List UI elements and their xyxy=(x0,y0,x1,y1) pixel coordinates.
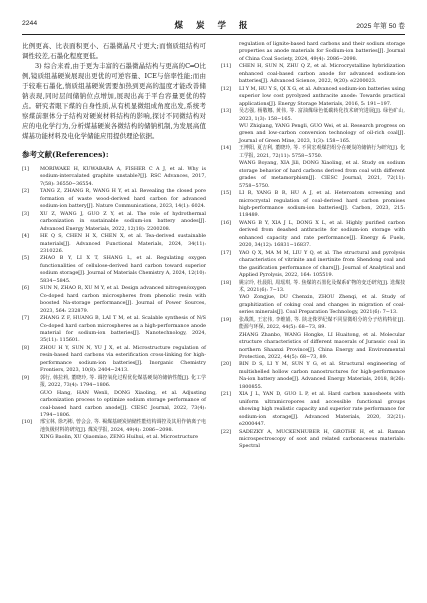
reference-text: BIN D S, LI Y M, SUN Y G, et al. Structural engineering of multishelled hollow carbon nanostructures for high-performance Na-ion battery anode[J]. Advanced Energy Materials, 2018, 8(26): 1800855. xyxy=(239,361,405,390)
reference-text: CHEN H, SUN N, ZHU Q Z, et al. Microcrystalline hybridization enhanced coal-based carbon anode for advanced sodium-ion batteries[J]. Advanced Science, 2022, 9(20): e2200023. xyxy=(239,63,405,85)
reference-entry xyxy=(221,160,405,190)
reference-text: XU Z, WANG J, GUO Z Y, et al. The role of hydrothermal carbonization in sustainable sodium-ion battery anodes[J]. Advanced Energy Materials, 2022, 12(18): 2200208. xyxy=(40,210,206,232)
body-paragraph: 比例更高、比表面积更小、石墨微晶尺寸更大;而惰质组结构可调性较差,石墨化程度更低。 xyxy=(22,42,206,60)
reference-entry xyxy=(22,211,206,233)
reference-entry xyxy=(221,429,405,451)
reference-entry xyxy=(221,190,405,220)
reference-number: [14] xyxy=(221,145,232,152)
reference-number: [9] xyxy=(22,374,29,381)
reference-number: [21] xyxy=(221,391,232,398)
reference-entry xyxy=(22,255,206,285)
reference-number: [8] xyxy=(22,344,29,351)
reference-entry xyxy=(22,345,206,375)
reference-text: ZHOU H Y, SUN N, YU J X, et al. Microstructure regulation of resin-based hard carbons via esterification cross-linking for high-performance sodium-ion batteries[J]. Inorganic Chemistry Frontiers, 2023, 10(8): 2404−2413. xyxy=(40,344,206,374)
reference-entry xyxy=(22,419,206,434)
reference-text: WANG Boyang, XIA Jili, DONG Xiaoling, et al. Study on sodium storage behavior of hard carbons derived from coal with different grades of metamorphism[J]. CIESC Journal, 2021, 72(11): 5758−5750. xyxy=(239,160,405,189)
reference-text: regulation of lignite-based hard carbons and their sodium storage properties as anode materials for Sodium-ion batteries[J]. Journal of China Coal Society, 2024, 49(4): 2086−2098. xyxy=(239,41,405,62)
reference-text: GUO Hang, HAN Wenli, DONG Xiaoling, et al. Adjusting carbonization process to optimize sodium storage performance of coal-based hard carbon anode[J]. CIESC Journal, 2022, 73(4): 1794−1806. xyxy=(40,389,206,418)
reference-text: YAO Zongjue, DU Chenxin, ZHOU Zhenqi, et al. Study of graphitization of coking coal and changes in migration of coal-series minerals[J]. Coal Preparation Technology, 2021(6): 7−13. xyxy=(239,294,405,316)
issue-info: 2025 年第 50 卷 xyxy=(356,23,405,30)
body-paragraph: 3) 综合来看,由于更为丰富的石墨微晶结构与更高的C═O比例,镜质组基硬炭展现出更优的可逆容量、ICE与倍率性能;而由于较难石墨化,惰质组基硬炭需要加热到更高的温度才能改善储钠表现,同时层间储钠位点增加,展现出高于平台容量更优的特点。研究者眼下煤的自身性质,从有机显微组成角度出发,系统考察煤前驱体分子结构对硬炭材料结构的影响,探讨不同微结构对应的电化学行为,分析煤基硬炭各微结构的储钠机制,为发展高值煤基功能材料及电化学储能应用提供理论依据。 xyxy=(22,62,206,140)
reference-entry xyxy=(22,375,206,390)
reference-entry xyxy=(22,233,206,255)
reference-entry xyxy=(221,145,405,160)
reference-entry xyxy=(221,63,405,85)
reference-text: 郭行, 韩拉莉, 董晓玲, 等. 调控氧化过程优化煤基硬炭的储钠性能[J]. 化工学报, 2022, 73(4): 1794−1806. xyxy=(40,374,206,389)
reference-number: [17] xyxy=(221,249,232,256)
reference-entry xyxy=(221,86,405,108)
reference-number: [3] xyxy=(22,210,29,217)
reference-text: ZHAO B Y, LI X T, SHANG L, et al. Regulating oxygen functionalities of cellulose-derived hard carbon toward superior sodium storage[J]. Journal of Materials Chemistry A, 2024, 12(10): 5834−5845. xyxy=(40,255,206,284)
reference-number: [6] xyxy=(22,285,29,292)
reference-text: 张战凯, 王宏伟, 李维娟, 等. 陕北侏罗纪煤不同显微组分的分子结构特征[J]. 能源与环保, 2022, 44(5): 68−73, 89. xyxy=(239,316,405,331)
reference-text: WANG B Y, XIA J L, DONG X L, et al. Highly purified carbon derived from deashed anthracite for sodium-ion storage with enhanced capacity and rate performance[J]. Energy & Fuels, 2020, 34(12): 16831−16837. xyxy=(239,219,405,249)
reference-entry xyxy=(221,361,405,391)
reference-text: XING Baolin, XU Qiaomiao, ZENG Huihui, et al. Microstructure xyxy=(40,434,199,441)
reference-list-right xyxy=(221,41,405,451)
reference-text: HE Q S, CHEN H X, CHEN X, et al. Tea-derived sustainable materials[J]. Advanced Functional Materials, 2024, 34(11): 2310226. xyxy=(40,233,206,254)
reference-number: [18] xyxy=(221,279,232,286)
reference-entry xyxy=(22,434,206,441)
right-column xyxy=(221,41,405,451)
reference-text: 吴志强, 杨敬娜, 黄伟, 等. 富油煤绿色低碳转化技术研究进展[J]. 绿色矿山, 2023, 1(3): 158−165. xyxy=(239,108,405,122)
reference-text: ZHANG Zhanbo, WANG Hongke, LI Huaitong, et al. Molecular structure characteristics of different macerals of Jurassic coal in northern Shaanxi Province[J]. China Energy and Environmental Protection, 2022, 44(5): 68−73, 89. xyxy=(239,331,405,361)
reference-text: XIA J L, YAN D, GUO L P, et al. Hard carbon nanosheets with uniform ultramicropores and accessible functional groups showing high realistic capacity and superior rate performance for sodium-ion storage[J]. Advanced Materials, 2020, 32(21): e2000447. xyxy=(239,391,405,428)
reference-entry xyxy=(22,315,206,345)
reference-entry xyxy=(221,41,405,63)
reference-entry xyxy=(221,317,405,332)
reference-text: LI Y M, HU Y S, QI X G, et al. Advanced sodium-ion batteries using superior low cost pyrolyzed anthracite anode: Towards practical applications[J]. Energy Storage Materials, 2016, 5: 191−197. xyxy=(239,85,405,107)
reference-text: YAO Q X, MA M M, LIU Y Q, et al. The structural and pyrolysis characteristics of vitrinite and inertinite from Shendong coal and the gasification performance of chars[J]. Journal of Analytical and Applied Pyrolysis, 2022, 164: 105519. xyxy=(239,249,405,279)
reference-text: 王博阳, 夏吉利, 董晓玲, 等. 不同宏观煤岩组分在硬炭的储钠行为研究[J]. 化工学报, 2021, 72(11): 5758−5750. xyxy=(239,145,405,159)
reference-entry xyxy=(22,390,206,420)
reference-list-left xyxy=(22,166,206,442)
reference-entry xyxy=(221,250,405,280)
reference-text: TANG Z, ZHANG R, WANG H Y, et al. Revealing the closed pore formation of waste wood-derived hard carbon for advanced sodium-ion battery[J]. Nature Communications, 2023, 14(1): 6024. xyxy=(40,188,206,210)
reference-entry xyxy=(221,123,405,145)
reference-entry xyxy=(221,108,405,123)
reference-text: 姚宗玲, 杜晨阳, 周瑶琪, 等. 焦煤的石墨化及煤系矿物的变迁研究[J]. 选煤技术, 2021(6): 7−13. xyxy=(239,279,405,293)
reference-number: [19] xyxy=(221,316,232,323)
header-rule xyxy=(22,34,405,35)
reference-entry xyxy=(221,294,405,316)
reference-entry xyxy=(22,188,206,210)
reference-text: LI R, YANG B R, HU A J, et al. Heteroatom screening and microcrystal regulation of coal-derived hard carbon promises high-performance sodium-ion batteries[J]. Carbon, 2023, 215: 118489. xyxy=(239,190,405,219)
reference-number: [2] xyxy=(22,188,29,195)
reference-text: SADEZKY A, MUCKENHUBER H, GROTHE H, et al. Raman microspectroscopy of soot and related carbonaceous materials: Spectral xyxy=(239,428,405,450)
reference-entry xyxy=(221,332,405,362)
reference-number: [1] xyxy=(22,166,29,172)
body-text xyxy=(22,41,206,141)
reference-number: [16] xyxy=(221,219,232,226)
page-number: 2244 xyxy=(22,20,38,27)
reference-entry xyxy=(22,285,206,315)
reference-number: [7] xyxy=(22,315,29,322)
reference-number: [5] xyxy=(22,255,29,262)
reference-number: [20] xyxy=(221,361,232,368)
reference-text: SUN N, ZHAO R, XU M Y, et al. Design advanced nitrogen/oxygen Co-doped hard carbon microspheres from phenolic resin with boosted Na-storage performance[J]. Journal of Power Sources, 2023, 564: 232879. xyxy=(40,285,206,314)
reference-text: ZHANG Z F, HUANG B, LAI T M, et al. Scalable synthesis of N/S Co-doped hard carbon microspheres as a high-performance anode material for sodium-ion batteries[J]. Nanotechnology, 2024, 35(11): 115601. xyxy=(40,315,206,344)
reference-number: [13] xyxy=(221,108,232,115)
reference-text: MORIWAKE H, KUWABARA A, FISHER C A J, et al. Why is sodium-intercalated graphite unstable?[J]. RSC Advances, 2017, 7(58): 36550−36554. xyxy=(40,166,206,187)
reference-entry xyxy=(221,280,405,295)
reference-text: 邢宝林, 徐巧彬, 曾会会, 等. 褐煤基硬炭钠储性能结构调控及其用作钠离子电池负极材料的研究[J]. 煤炭学报, 2024, 49(4): 2086−2098. xyxy=(40,419,206,433)
reference-entry xyxy=(221,391,405,428)
reference-number: [12] xyxy=(221,85,232,92)
reference-number: [22] xyxy=(221,428,232,435)
reference-number: [4] xyxy=(22,233,29,240)
references-heading: 参考文献(References): xyxy=(22,150,109,159)
reference-number: [11] xyxy=(221,63,232,70)
reference-entry xyxy=(221,220,405,250)
journal-title: 煤 炭 学 报 xyxy=(174,21,253,31)
reference-number: [15] xyxy=(221,190,232,197)
running-header xyxy=(22,20,405,32)
reference-number: [10] xyxy=(22,419,33,426)
left-column xyxy=(22,41,206,442)
reference-text: WU Zhiqiang, YANG Pengli, GUO Wei, et al. Research progress on green and low-carbon conversion technology of oil-rich coal[J]. Journal of Green Mine, 2023, 1(3): 158−165. xyxy=(239,122,405,144)
reference-entry xyxy=(22,166,206,188)
